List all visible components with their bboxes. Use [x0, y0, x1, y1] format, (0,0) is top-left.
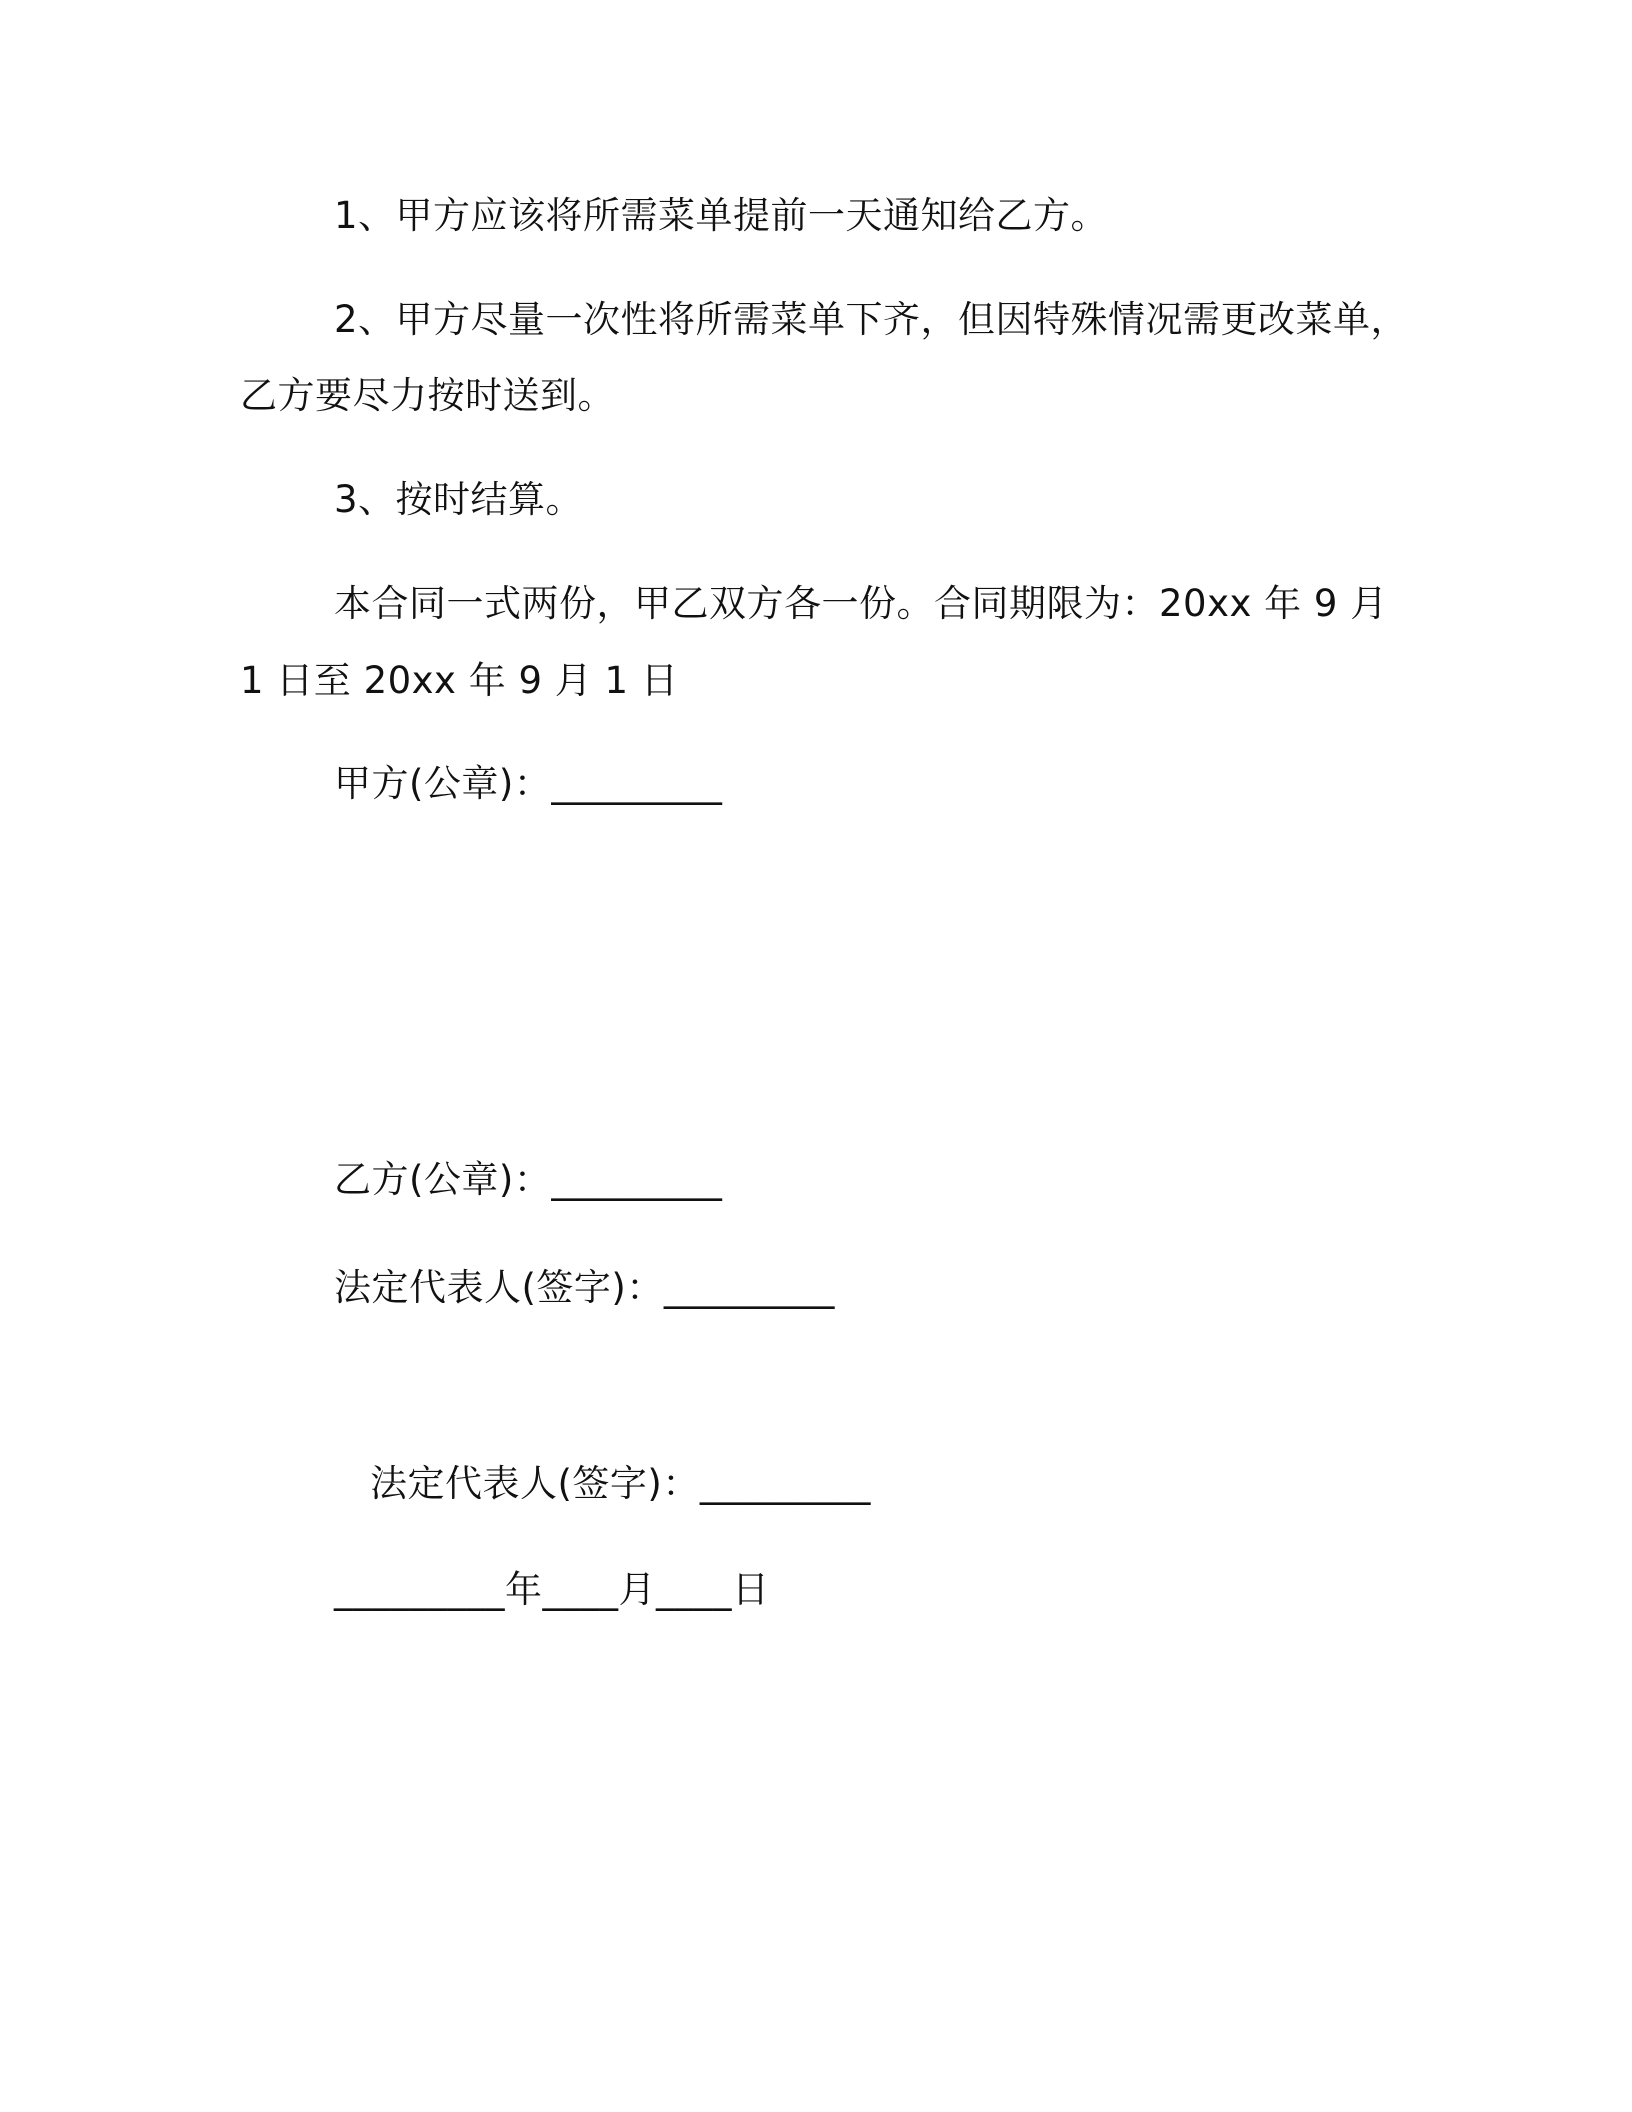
party-b-seal-field: 乙方(公章)：_________	[334, 1158, 723, 1201]
contract-term-line-1: 本合同一式两份，甲乙双方各一份。合同期限为：20xx 年 9 月	[334, 582, 1388, 625]
clause-1: 1、甲方应该将所需菜单提前一天通知给乙方。	[334, 194, 1109, 237]
legal-representative-signature-2: 法定代表人(签字)：_________	[370, 1462, 871, 1505]
contract-term-line-2: 1 日至 20xx 年 9 月 1 日	[240, 659, 679, 702]
signature-date-field: _________年____月____日	[334, 1568, 770, 1611]
legal-representative-signature-1: 法定代表人(签字)：_________	[334, 1266, 835, 1309]
clause-2: 2、甲方尽量一次性将所需菜单下齐，但因特殊情况需更改菜单，	[334, 298, 1409, 341]
clause-3: 3、按时结算。	[334, 478, 584, 521]
clause-2-continuation: 乙方要尽力按时送到。	[240, 374, 615, 417]
party-a-seal-field: 甲方(公章)：_________	[334, 762, 723, 805]
